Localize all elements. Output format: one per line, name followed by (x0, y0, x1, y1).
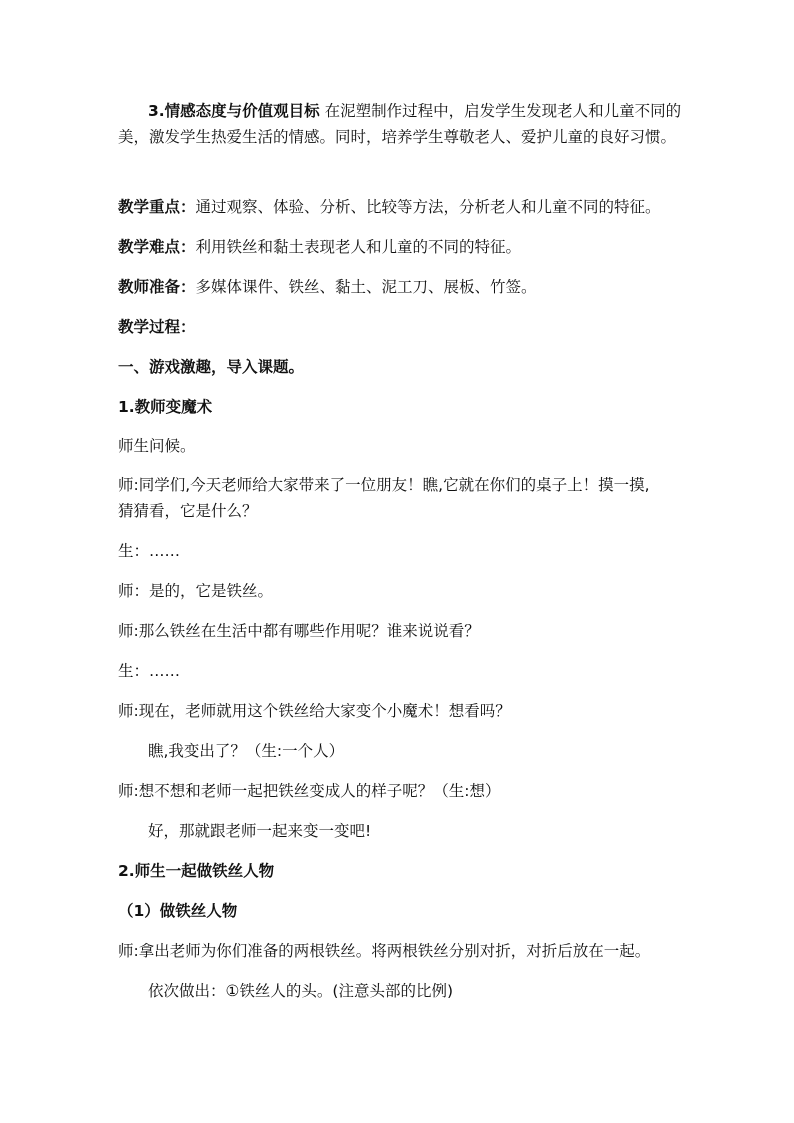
key-point-text: 通过观察、体验、分析、比较等方法，分析老人和儿童不同的特征。 (195, 198, 661, 216)
emotion-objective-label: 3.情感态度与价值观目标 (148, 102, 320, 120)
dialogue-line: 师:拿出老师为你们准备的两根铁丝。将两根铁丝分别对折，对折后放在一起。 (118, 942, 651, 960)
key-point-label: 教学重点： (118, 198, 196, 216)
difficulty-text: 利用铁丝和黏土表现老人和儿童的不同的特征。 (195, 238, 522, 256)
dialogue-line: 好，那就跟老师一起来变一变吧! (148, 822, 372, 840)
dialogue-line: 师:想不想和老师一起把铁丝变成人的样子呢？（生:想） (118, 782, 501, 800)
preparation-label: 教师准备： (118, 278, 196, 296)
dialogue-line: 猜猜看，它是什么？ (118, 502, 258, 520)
sub1-title: 1.教师变魔术 (118, 398, 213, 416)
dialogue-line: 师:同学们,今天老师给大家带来了一位朋友！瞧,它就在你们的桌子上！摸一摸, (118, 476, 650, 494)
dialogue-line: 师:现在，老师就用这个铁丝给大家变个小魔术！想看吗？ (118, 702, 511, 720)
sub2-title: 2.师生一起做铁丝人物 (118, 862, 275, 880)
difficulty-paragraph (118, 234, 683, 260)
preparation-paragraph (118, 274, 683, 300)
dialogue-line: 生：…… (118, 662, 181, 680)
sub2-1-title: （1）做铁丝人物 (118, 902, 238, 920)
section1-title: 一、游戏激趣，导入课题。 (118, 358, 305, 376)
dialogue-line: 师：是的，它是铁丝。 (118, 582, 274, 600)
difficulty-label: 教学难点： (118, 238, 196, 256)
dialogue-line: 瞧,我变出了？（生:一个人） (148, 742, 345, 760)
process-heading: 教学过程： (118, 318, 196, 336)
dialogue-line: 师:那么铁丝在生活中都有哪些作用呢？谁来说说看？ (118, 622, 480, 640)
dialogue-line: 依次做出：①铁丝人的头。(注意头部的比例) (148, 982, 453, 1000)
dialogue-line: 生：…… (118, 542, 181, 560)
preparation-text: 多媒体课件、铁丝、黏土、泥工刀、展板、竹签。 (195, 278, 537, 296)
emotion-objective-text: 在泥塑制作过程中，启发学生发现老人和儿童不同的美，激发学生热爱生活的情感。同时，培养学生尊敬老人、爱护儿童的良好习惯。 (118, 102, 682, 146)
key-point-paragraph (118, 194, 683, 220)
emotion-objective-paragraph (118, 98, 683, 150)
dialogue-line: 师生问候。 (118, 437, 196, 455)
